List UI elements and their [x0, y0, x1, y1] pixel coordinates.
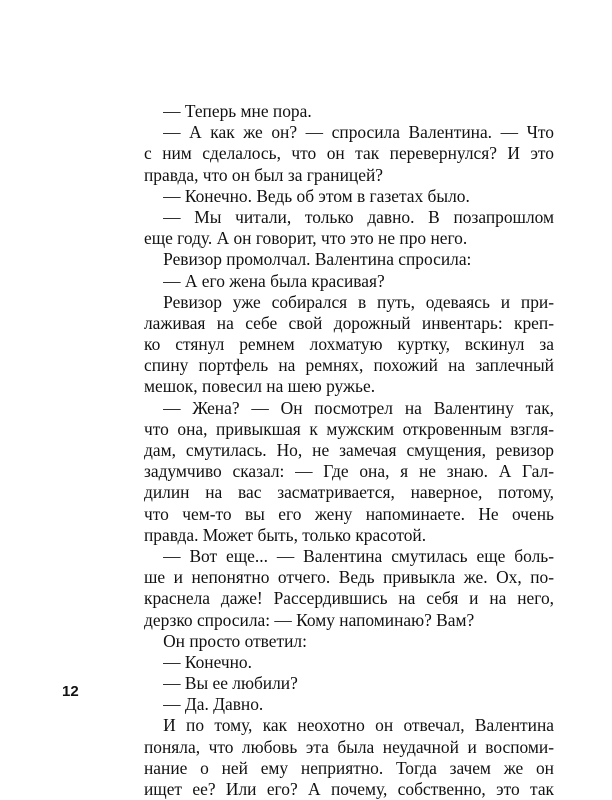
text-line: дерзко спросила: — Кому напоминаю? Вам?: [144, 609, 475, 630]
text-line: лаживая на себе свой дорожный инвентарь: креп-: [144, 312, 554, 333]
text-line: мешок, повесил на шею ружье.: [144, 376, 376, 397]
text-line: спину портфель на ремнях, похожий на заплечный: [144, 355, 554, 376]
body-text: [144, 101, 554, 800]
text-line: — Конечно.: [163, 651, 252, 672]
text-line: ко стянул ремнем лохматую куртку, вскинул за: [144, 334, 554, 355]
text-line: с ним сделалось, что он так перевернулся? И это: [144, 143, 554, 164]
text-line: — Мы читали, только давно. В позапрошлом: [163, 206, 554, 227]
text-line: Ревизор промолчал. Валентина спросила:: [163, 249, 472, 270]
text-line: задумчиво сказал: — Где она, я не знаю. А Гал-: [144, 461, 554, 482]
text-line: — Да. Давно.: [163, 694, 264, 715]
text-line: — Вот еще... — Валентина смутилась еще боль-: [163, 545, 554, 566]
text-line: — Конечно. Ведь об этом в газетах было.: [163, 185, 470, 206]
text-line: И по тому, как неохотно он отвечал, Валентина: [163, 715, 554, 736]
text-line: — Теперь мне пора.: [163, 101, 312, 121]
text-line: Ревизор уже собирался в путь, одеваясь и при-: [163, 291, 554, 312]
page-number: 12: [62, 683, 79, 700]
text-line: дилин на вас засматривается, наверное, потому,: [144, 482, 554, 503]
text-line: дам, смутилась. Но, не замечая смущения, ревизор: [144, 440, 554, 460]
text-line: нание о ней ему неприятно. Тогда зачем же он: [144, 757, 554, 778]
text-line: еще году. А он говорит, что это не про него.: [144, 228, 468, 249]
text-line: — Вы ее любили?: [163, 673, 298, 694]
text-line: поняла, что любовь эта была неудачной и воспоми-: [144, 736, 554, 757]
text-line: ше и непонятно отчего. Ведь привыкла же. Ох, по-: [144, 567, 554, 588]
text-line: — Жена? — Он посмотрел на Валентину так,: [163, 397, 554, 418]
text-line: ищет ее? Или его? А почему, собственно, это так: [144, 779, 554, 799]
text-line: что чем-то вы его жену напоминаете. Не очень: [144, 503, 554, 524]
text-line: что она, привыкшая к мужским откровенным взгля-: [144, 418, 554, 439]
text-line: — А его жена была красивая?: [163, 270, 385, 291]
text-line: Он просто ответил:: [163, 630, 307, 651]
text-line: — А как же он? — спросила Валентина. — Что: [163, 122, 554, 143]
text-line: правда, что он был за границей?: [144, 164, 383, 185]
text-line: правда. Может быть, только красотой.: [144, 524, 427, 545]
text-line: краснела даже! Рассердившись на себя и на него,: [144, 588, 554, 609]
